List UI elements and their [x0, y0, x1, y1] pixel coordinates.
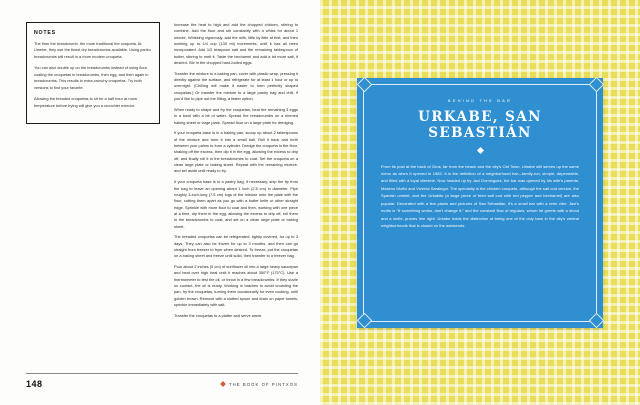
card-kicker: BEHIND THE BAR — [447, 97, 513, 103]
body-paragraph: When ready to shape and fry the croquetas, beat the remaining 3 eggs in a bowl with a bit of water. Spread the breadcrumbs on a rimmed baking sheet or large plate. Spread flour on a large plate for dredging. — [174, 106, 298, 125]
left-column — [26, 22, 160, 352]
running-head-group — [221, 382, 298, 387]
page-number: 148 — [26, 379, 43, 389]
corner-diamond-icon — [588, 77, 604, 93]
body-paragraph: If your croqueta base is in a baking pan, scoop up about 2 tablespoons of the mixture and form it into a small ball. Roll it back and forth between your palms to form a cylinder. Dredge the croqueta in the flour, shaking off the excess, then dip it in the egg, allowing the excess to drip off, and finally roll it in the breadcrumbs to coat. Set the croqueta on a clean large plate or baking sheet. Repeat with the remaining mixture, and set aside until ready to fry. — [174, 130, 298, 174]
left-page-columns — [26, 22, 298, 352]
behind-the-bar-card — [357, 78, 603, 328]
running-head: THE BOOK OF PINTXOS — [228, 381, 298, 387]
card-body — [381, 163, 579, 236]
body-paragraph: If your croqueta base is in a pastry bag, if necessary, snip the tip from the bag to leave an opening about 1 inch (2.5 cm) in diameter. Pipe roughly 3-inch-long (7.5 cm) logs of the mixture onto the plate with the flour, cutting them apart as you go with a butter knife or other straight edge. Sprinkle with more flour to coat and then, working with one piece at a time, dip them in the egg, allowing the excess to drip off, roll them in the breadcrumbs to coat, and set on a clean large plate or baking sheet. — [174, 179, 298, 229]
diamond-divider-icon — [476, 146, 483, 153]
body-paragraph: The breaded croquetas can be refrigerated, tightly covered, for up to 3 days. They can also be frozen for up to 3 months, and then can go straight from freezer to fryer when desired. To freeze, put the croquetas on a baking sheet and freeze until solid, then transfer to a freezer bag. — [174, 234, 298, 259]
corner-diamond-icon — [588, 313, 604, 329]
card-title: URKABE, SAN SEBASTIÁN — [418, 108, 542, 141]
body-paragraph: Pour about 2 inches (5 cm) of sunflower oil into a large heavy saucepan and heat over high heat until it reaches about 350°F (175°C). Use a thermometer to test the oil, or throw in a few breadcrumbs: If they sizzle on contact, the oil is ready. Working in batches to avoid crowding the pan, fry the croquetas, turning them occasionally for even cooking, until golden brown. Remove with a slotted spoon and drain on paper towels; sprinkle immediately with salt. — [174, 264, 298, 308]
corner-diamond-icon — [356, 77, 372, 93]
card-paragraph: From its post at the back of Gros, far from the beach and the city's Old Town, Urkabe still serves up the same menu as when it opened in 1982. It is the definition of a neighborhood bar—family-run, simple, dependable, and filled with a loyal clientele. Now headed up by Javi Dominguez, the bar was opened by his wife's parents, Máximo Muñiz and Vicenta Saralegui. The speciality is the chicken croquets, although the salt cod version, the Spanish omelet, and the Urkabito (a large piece of fried salt cod with red pepper and bechamel) are also popular. Decorated with a few plants and pictures of San Sebastián, it's a small bar with a retro vibe. Javi's motto is "If something works, don't change it," and the constant flow of regulars, whom he greets with a shout and a smile, proves him right. Urkabe holds the distinction of being one of the only bars in the city's central neighborhoods that is closed on the weekends. — [381, 163, 579, 229]
right-column — [174, 22, 298, 352]
notes-paragraph: Allowing the breaded croquetas to sit for a half hour at room temperature before frying will give you a crunchier exterior. — [34, 96, 138, 108]
notes-title: NOTES — [34, 30, 56, 36]
diamond-icon — [220, 381, 226, 387]
body-paragraph: Transfer the croquetas to a platter and serve warm. — [174, 312, 263, 318]
corner-diamond-icon — [356, 313, 372, 329]
notes-box — [26, 22, 160, 124]
body-paragraph: Transfer the mixture to a baking pan, cover with plastic wrap, pressing it directly against the surface, and refrigerate for at least 1 hour or up to overnight. (Chilling will make it easier to form perfectly shaped croquetas.) Or transfer the mixture to a large pastry bag and chill, if you'd like to pipe out the filling, a faster option. — [174, 70, 298, 102]
body-paragraph: Increase the heat to high and add the chopped chicken, stirring to combine. Add the flour and stir constantly with a whisk for about 1 minute. Whisking vigorously, add the milk, little by little at first, and then working up to 1/4 cup (130 ml) increments, until it has all been incorporated. Add 1/2 teaspoon salt and the remaining tablespoon of butter, stirring to melt it. Taste the bechamel and add a bit more salt, if desired. Stir in the chopped hard-boiled eggs. — [174, 22, 298, 65]
page-footer — [26, 373, 298, 389]
notes-paragraph: You can also double up on the breadcrumbs instead of using flour, coating the croquetas in breadcrumbs, then egg, and then again in breadcrumbs. This results in extra-crunchy croquetas. Try both versions to find your favorite. — [34, 65, 149, 90]
notes-paragraph: The finer the breadcrumb, the more traditional the croqueta. At Umebe, they use the finest dry breadcrumbs available. Using panko breadcrumbs will result in a more modern croqueta. — [34, 41, 151, 59]
right-page — [320, 0, 640, 405]
